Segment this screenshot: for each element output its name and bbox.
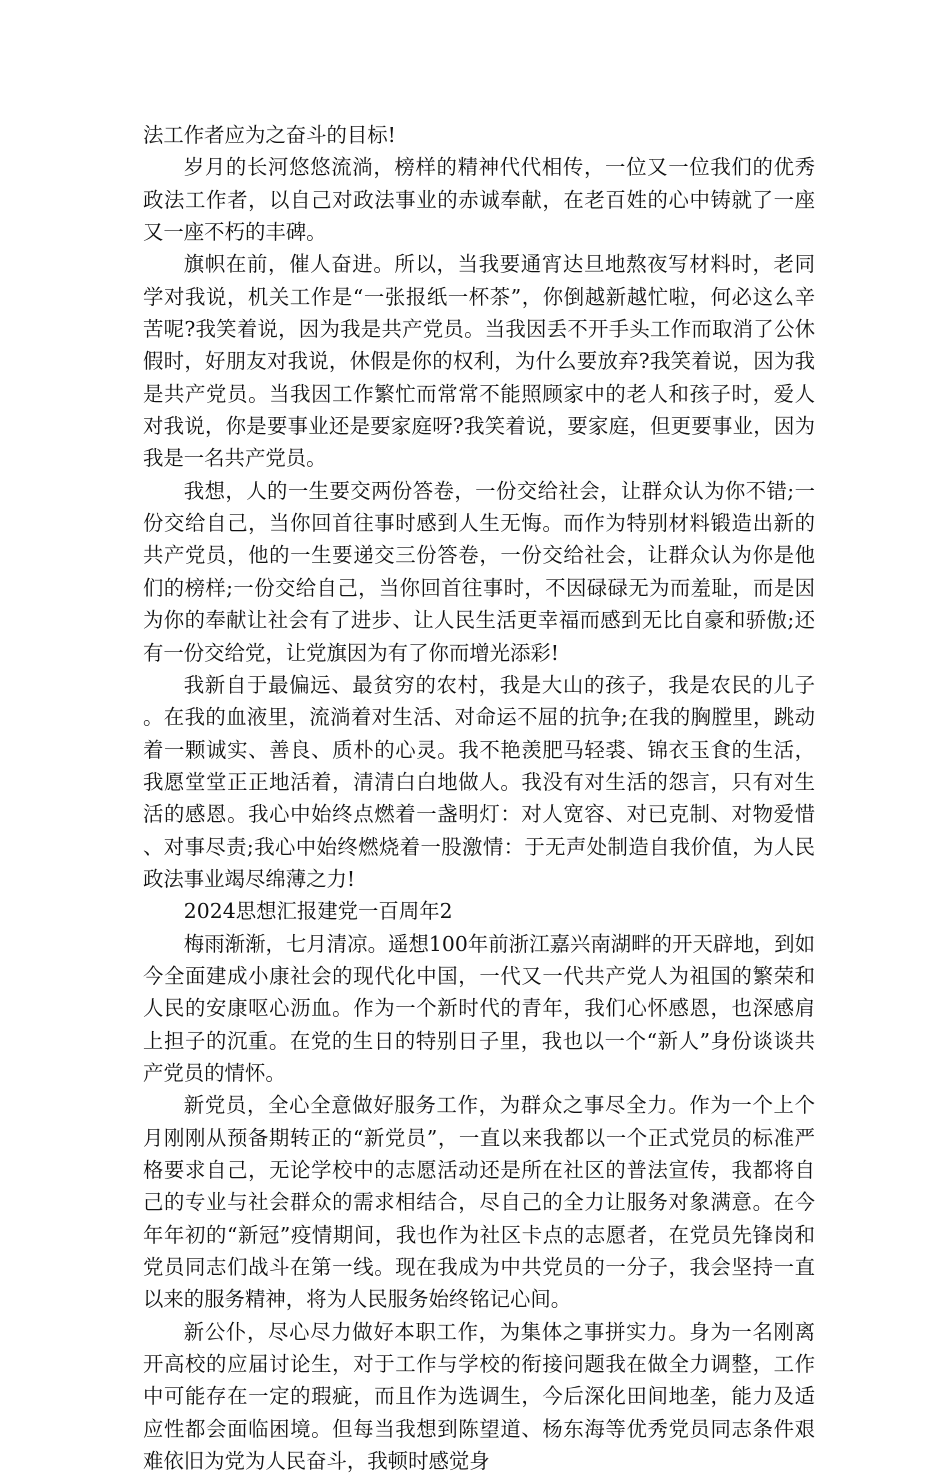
paragraph-2: 岁月的长河悠悠流淌，榜样的精神代代相传，一位又一位我们的优秀政法工作者，以自己对政法事业的赤诚奉献，在老百姓的心中铸就了一座又一座不朽的丰碑。 — [143, 155, 815, 245]
paragraph-7: 梅雨渐渐，七月清凉。遥想100年前浙江嘉兴南湖畔的开天辟地，到如今全面建成小康社会的现代化中国，一代又一代共产党人为祖国的繁荣和人民的安康呕心沥血。作为一个新时代的青年，我们心怀感恩，也深感肩上担子的沉重。在党的生日的特别日子里，我也以一个“新人”身份谈谈共产党员的情怀。 — [143, 931, 815, 1085]
paragraph-5: 我新自于最偏远、最贫穷的农村，我是大山的孩子，我是农民的儿子。在我的血液里，流淌着对生活、对命运不屈的抗争;在我的胸膛里，跳动着一颗诚实、善良、质朴的心灵。我不艳羡肥马轻裘、锦衣玉食的生活，我愿堂堂正正地活着，清清白白地做人。我没有对生活的怨言，只有对生活的感恩。我心中始终点燃着一盏明灯：对人宽容、对已克制、对物爱惜、对事尽责;我心中始终燃烧着一股激情：于无声处制造自我价值，为人民政法事业竭尽绵薄之力! — [143, 672, 815, 891]
paragraph-4: 我想，人的一生要交两份答卷，一份交给社会，让群众认为你不错;一份交给自己，当你回首往事时感到人生无悔。而作为特别材料锻造出新的共产党员，他的一生要递交三份答卷，一份交给社会，让群众认为你是他们的榜样;一份交给自己，当你回首往事时，不因碌碌无为而羞耻，而是因为你的奉献让社会有了进步、让人民生活更幸福而感到无比自豪和骄傲;还有一份交给党，让党旗因为有了你而增光添彩! — [143, 478, 815, 665]
paragraph-3: 旗帜在前，催人奋进。所以，当我要通宵达旦地熬夜写材料时，老同学对我说，机关工作是“一张报纸一杯茶”，你倒越新越忙啦，何必这么辛苦呢?我笑着说，因为我是共产党员。当我因丢不开手头工作而取消了公休假时，好朋友对我说，休假是你的权利，为什么要放弃?我笑着说，因为我是共产党员。当我因工作繁忙而常常不能照顾家中的老人和孩子时，爱人对我说，你是要事业还是要家庭呀?我笑着说，要家庭，但更要事业，因为我是一名共产党员。 — [143, 252, 815, 471]
paragraph-1: 法工作者应为之奋斗的目标! — [143, 123, 396, 147]
paragraph-9: 新公仆，尽心尽力做好本职工作，为集体之事拼实力。身为一名刚离开高校的应届讨论生，对于工作与学校的衔接问题我在做全力调整，工作中可能存在一定的瑕疵，而且作为选调生，今后深化田间地垄，能力及适应性都会面临困境。但每当我想到陈望道、杨东海等优秀党员同志条件艰难依旧为党为人民奋斗，我顿时感觉身 — [143, 1319, 815, 1474]
document-page — [143, 119, 815, 1477]
section-heading: 2024思想汇报建党一百周年2 — [183, 899, 453, 924]
paragraph-8: 新党员，全心全意做好服务工作，为群众之事尽全力。作为一个上个月刚刚从预备期转正的“新党员”，一直以来我都以一个正式党员的标准严格要求自己，无论学校中的志愿活动还是所在社区的普法宣传，我都将自己的专业与社会群众的需求相结合，尽自己的全力让服务对象满意。在今年年初的“新冠”疫情期间，我也作为社区卡点的志愿者，在党员先锋岗和党员同志们战斗在第一线。现在我成为中共党员的一分子，我会坚持一直以来的服务精神，将为人民服务始终铭记心间。 — [143, 1093, 815, 1312]
